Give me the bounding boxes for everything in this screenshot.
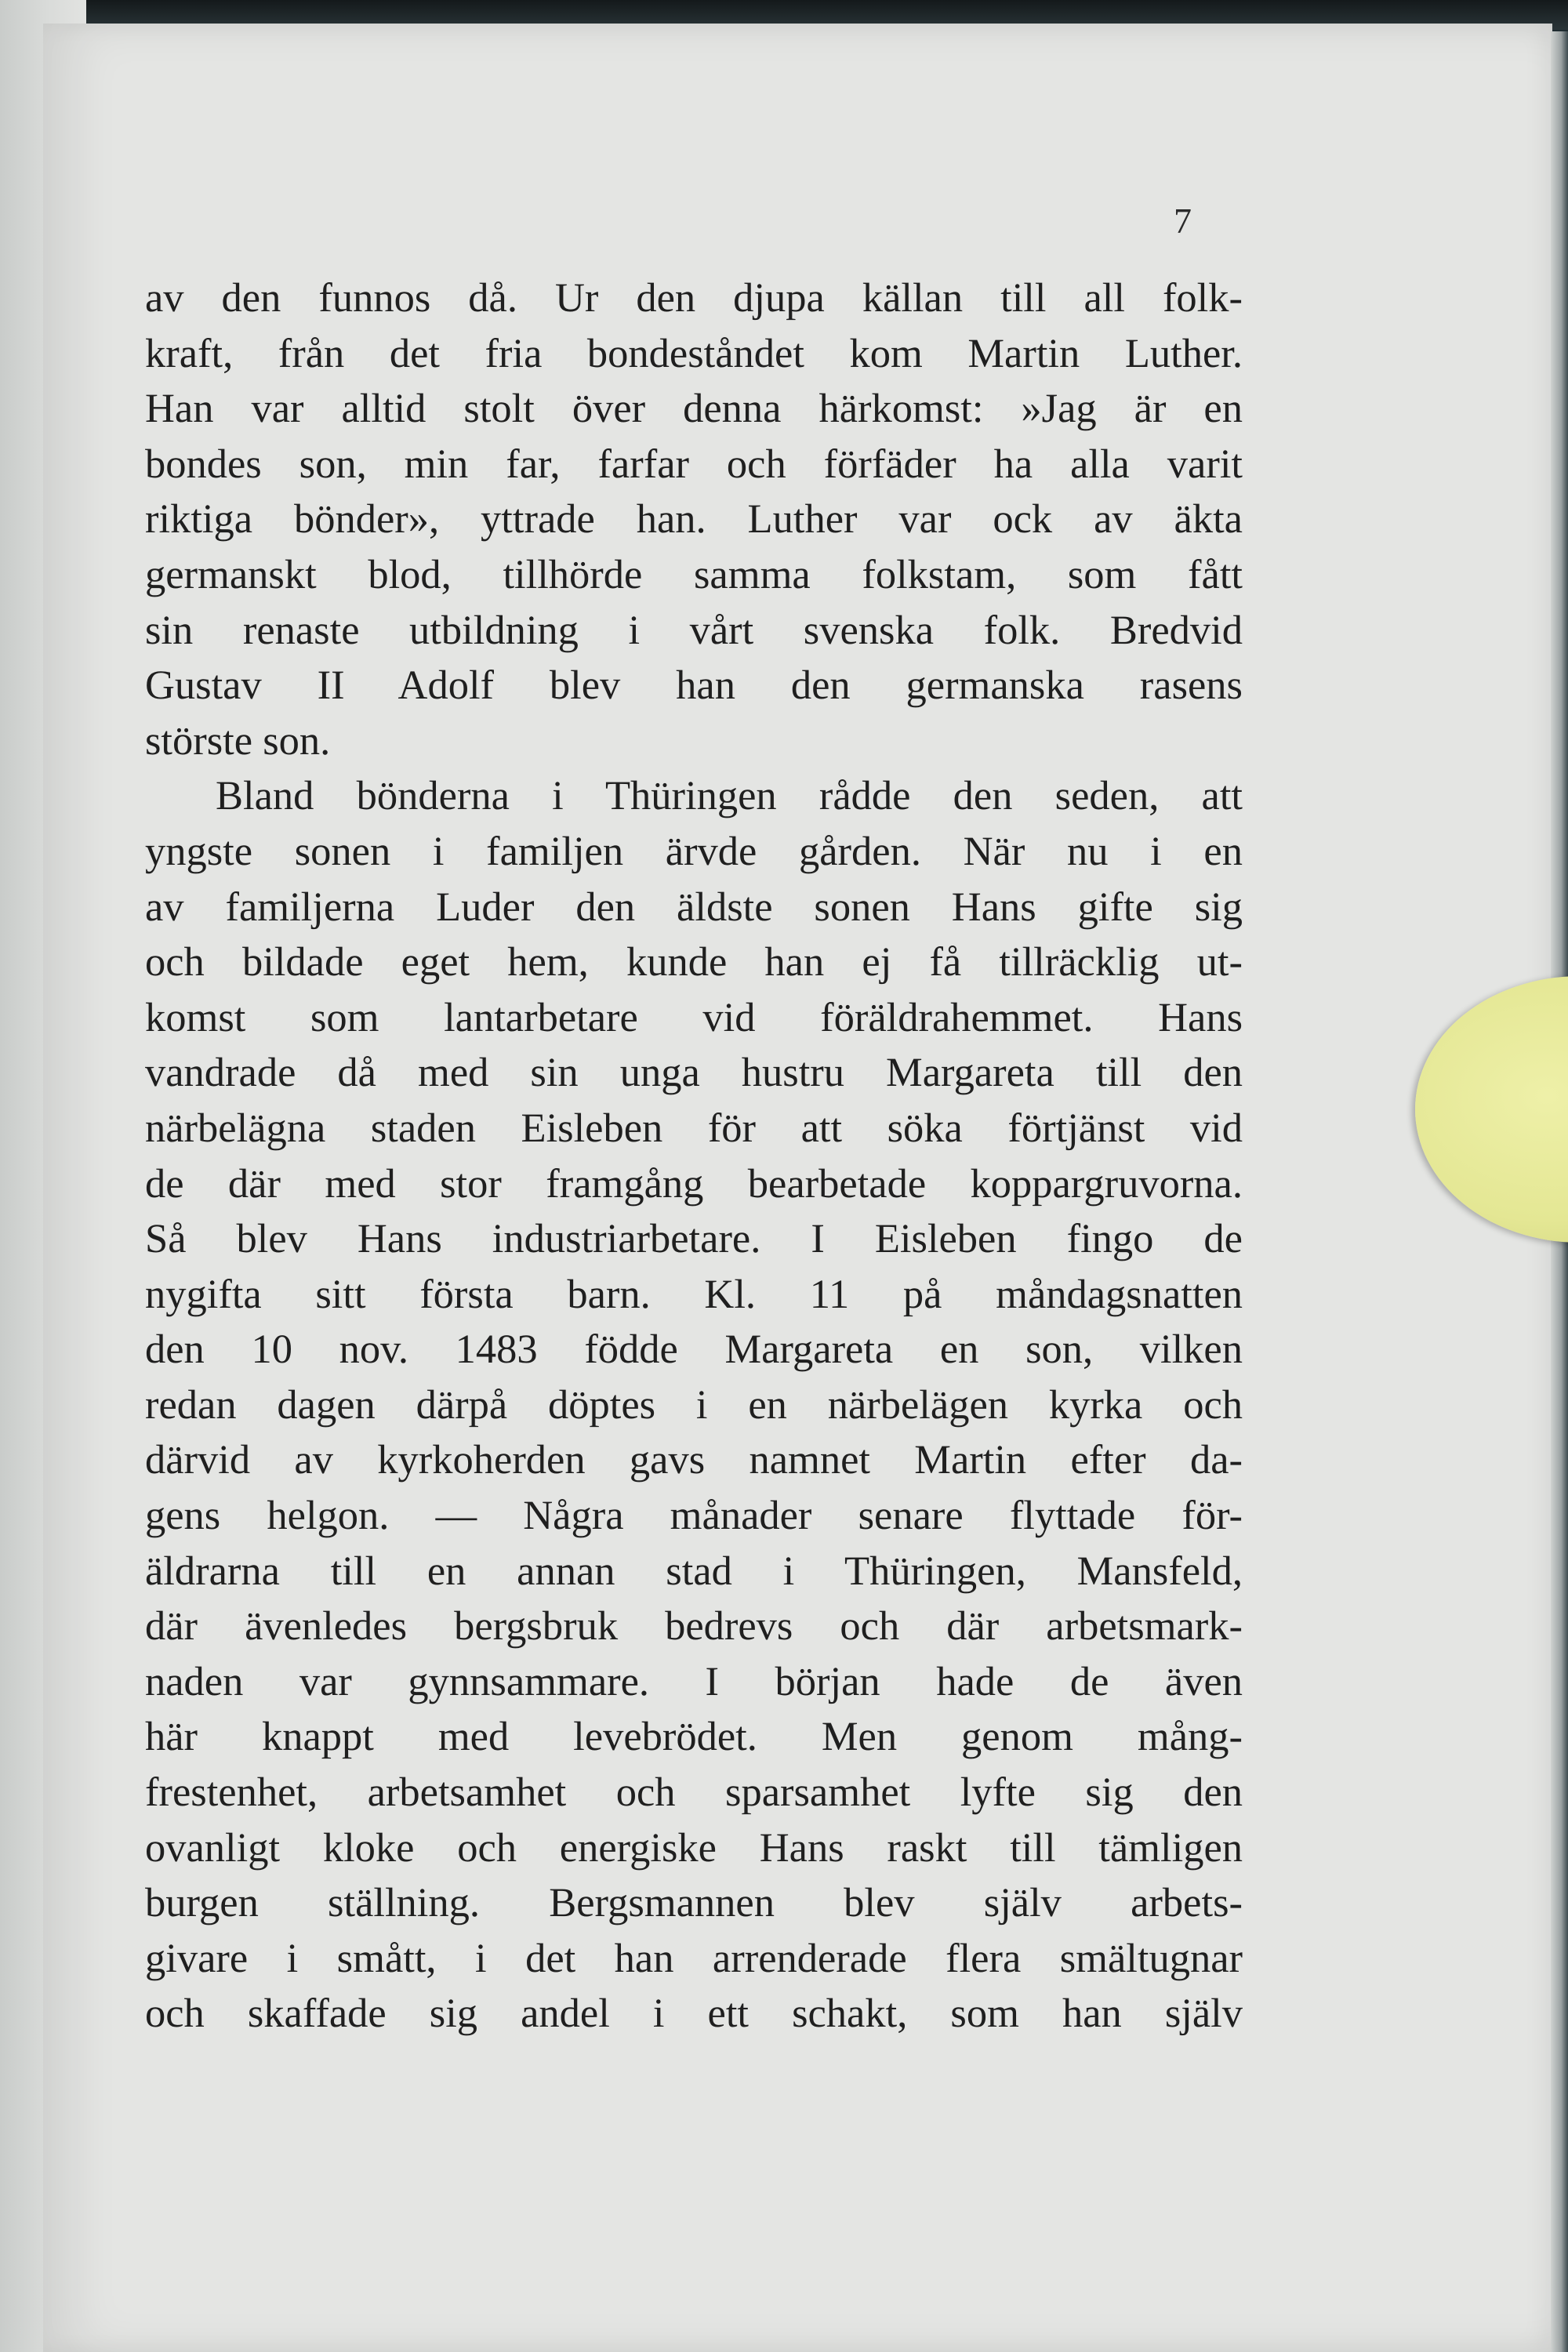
text-line-paragraph-end: störste son. [145, 717, 331, 764]
text-line: äldrarna till en annan stad i Thüringen, Mansfeld, [145, 1548, 1243, 1594]
text-line: av familjerna Luder den äldste sonen Hans gifte sig [145, 884, 1243, 930]
text-line: komst som lantarbetare vid föräldrahemmet. Hans [145, 994, 1243, 1040]
text-line: och skaffade sig andel i ett schakt, som han själv [145, 1991, 1243, 2037]
text-line: burgen ställning. Bergsmannen blev själv arbets- [145, 1880, 1243, 1926]
text-line: Han var alltid stolt över denna härkomst: »Jag är en [145, 386, 1243, 432]
text-line: ovanligt kloke och energiske Hans raskt till tämligen [145, 1824, 1243, 1871]
text-line: där ävenledes bergsbruk bedrevs och där arbetsmark- [145, 1603, 1243, 1650]
text-line: och bildade eget hem, kunde han ej få tillräcklig ut- [145, 939, 1243, 985]
text-line: vandrade då med sin unga hustru Margareta till den [145, 1050, 1243, 1096]
text-line: av den funnos då. Ur den djupa källan till all folk- [145, 275, 1243, 321]
text-line: här knappt med levebrödet. Men genom mång- [145, 1714, 1243, 1760]
text-line: Så blev Hans industriarbetare. I Eisleben fingo de [145, 1216, 1243, 1262]
text-line: nygifta sitt första barn. Kl. 11 på måndagsnatten [145, 1271, 1243, 1317]
text-line-paragraph-start: Bland bönderna i Thüringen rådde den seden, att [216, 773, 1243, 819]
text-line: kraft, från det fria bondeståndet kom Martin Luther. [145, 330, 1243, 376]
body-text [145, 270, 1243, 2042]
page-number: 7 [1174, 201, 1192, 241]
text-line: redan dagen därpå döptes i en närbelägen kyrka och [145, 1381, 1243, 1428]
text-line: riktiga bönder», yttrade han. Luther var ock av äkta [145, 496, 1243, 543]
text-line: de där med stor framgång bearbetade koppargruvorna. [145, 1160, 1243, 1207]
text-line: yngste sonen i familjen ärvde gården. När nu i en [145, 828, 1243, 874]
text-line: Gustav II Adolf blev han den germanska rasens [145, 662, 1243, 709]
text-line: naden var gynnsammare. I början hade de även [145, 1658, 1243, 1704]
text-line: den 10 nov. 1483 födde Margareta en son, vilken [145, 1327, 1243, 1373]
text-line: givare i smått, i det han arrenderade flera smältugnar [145, 1935, 1243, 1981]
text-line: frestenhet, arbetsamhet och sparsamhet lyfte sig den [145, 1769, 1243, 1816]
text-line: därvid av kyrkoherden gavs namnet Martin efter da- [145, 1437, 1243, 1483]
text-line: gens helgon. — Några månader senare flyttade för- [145, 1493, 1243, 1539]
text-line: bondes son, min far, farfar och förfäder ha alla varit [145, 441, 1243, 487]
text-line: närbelägna staden Eisleben för att söka förtjänst vid [145, 1105, 1243, 1151]
text-line: sin renaste utbildning i vårt svenska folk. Bredvid [145, 607, 1243, 653]
text-line: germanskt blod, tillhörde samma folkstam, som fått [145, 551, 1243, 597]
